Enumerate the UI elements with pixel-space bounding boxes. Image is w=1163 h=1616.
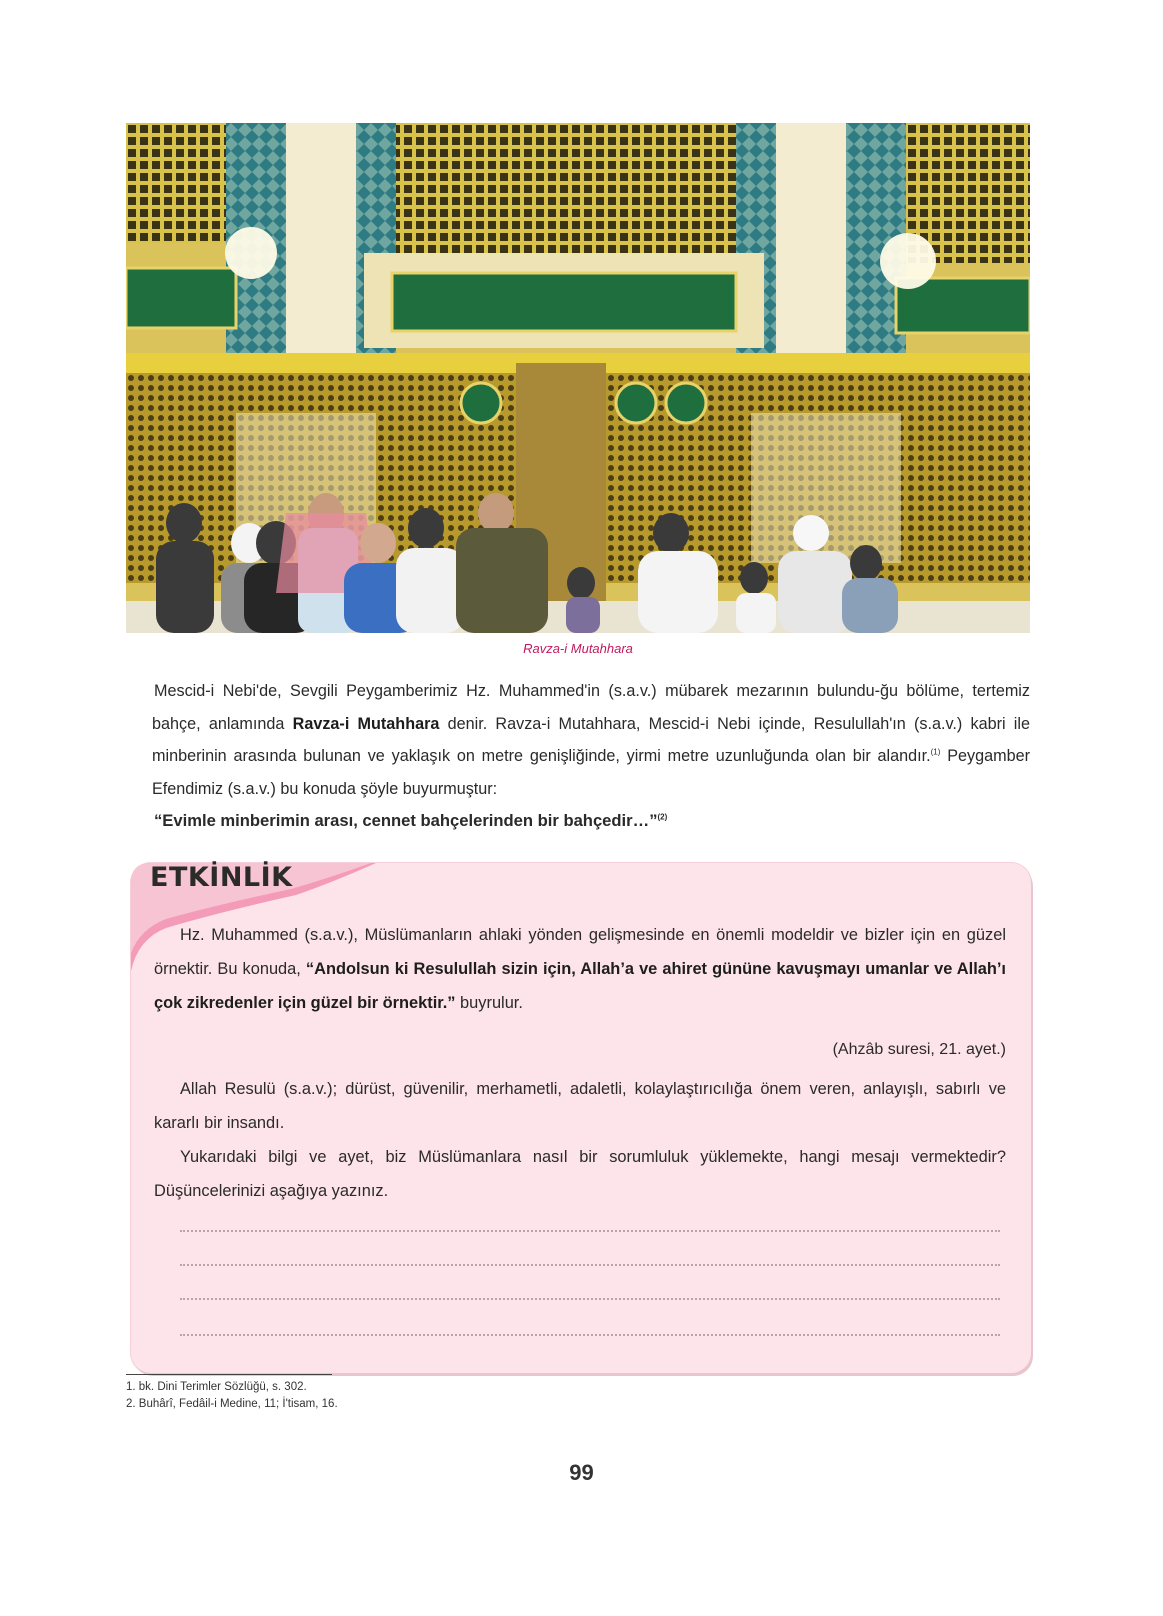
activity-paragraph-3	[154, 1140, 1006, 1208]
hadith-quote	[152, 805, 1030, 838]
ravza-photo	[126, 123, 1030, 633]
activity-paragraph-2	[154, 1072, 1006, 1140]
page-number: 99	[569, 1460, 594, 1485]
intro-paragraph	[152, 675, 1030, 838]
answer-line-1[interactable]	[180, 1230, 1000, 1232]
photo-caption: Ravza-i Mutahhara	[523, 641, 633, 656]
intro-text-c: Peygamber Efendimiz (s.a.v.) bu konuda şöyle buyurmuştur:	[152, 747, 1030, 798]
intro-text-a: Mescid-i Nebi'de, Sevgili Peygamberimiz Hz. Muhammed'in (s.a.v.) mübarek mezarının bulundu-ğu bölüme, tertemiz bahçe, anlamında	[152, 682, 1030, 733]
activity-paragraph-1	[154, 918, 1006, 1020]
hadith-quote-text: “Evimle minberimin arası, cennet bahçelerinden bir bahçedir…”	[154, 811, 658, 830]
footnote-ref-1: (1)	[930, 747, 941, 757]
answer-line-3[interactable]	[180, 1298, 1000, 1300]
ayah-quote: “Andolsun ki Resulullah sizin için, Allah’a ve ahiret gününe kavuşmayı umanlar ve Allah’ı çok zikredenler için güzel bir örnektir.”	[154, 960, 1006, 1012]
activity-p3-text: Yukarıdaki bilgi ve ayet, biz Müslümanlara nasıl bir sorumluluk yüklemekte, hangi mesajı vermektedir? Düşüncelerinizi aşağıya yazınız.	[154, 1148, 1006, 1200]
footnote-divider	[126, 1374, 332, 1375]
activity-p1-text-b: buyrulur.	[455, 994, 523, 1012]
activity-title: ETKİNLİK	[150, 862, 293, 893]
footnote-2: 2. Buhârî, Fedâil-i Medine, 11; İ'tisam, 16.	[126, 1398, 338, 1410]
ravza-photo-illustration	[126, 123, 1030, 633]
ayah-reference: (Ahzâb suresi, 21. ayet.)	[832, 1041, 1006, 1058]
intro-term: Ravza-i Mutahhara	[292, 714, 440, 733]
activity-p1-text-a: Hz. Muhammed (s.a.v.), Müslümanların ahlaki yönden gelişmesinde en önemli modeldir ve bizler için en güzel örnektir. Bu konuda,	[154, 926, 1006, 978]
activity-p2-text: Allah Resulü (s.a.v.); dürüst, güvenilir, merhametli, adaletli, kolaylaştırıcılığa önem veren, anlayışlı, sabırlı ve kararlı bir insandı.	[154, 1080, 1006, 1132]
footnote-ref-2: (2)	[657, 812, 668, 822]
intro-text-b: denir. Ravza-i Mutahhara, Mescid-i Nebi içinde, Resulullah'ın (s.a.v.) kabri ile minberinin arasında bulunan ve yaklaşık on metre genişliğinde, yirmi metre uzunluğunda olan bir alandır.	[152, 714, 1030, 765]
answer-line-2[interactable]	[180, 1264, 1000, 1266]
answer-line-4[interactable]	[180, 1334, 1000, 1336]
footnote-1: 1. bk. Dini Terimler Sözlüğü, s. 302.	[126, 1381, 307, 1393]
